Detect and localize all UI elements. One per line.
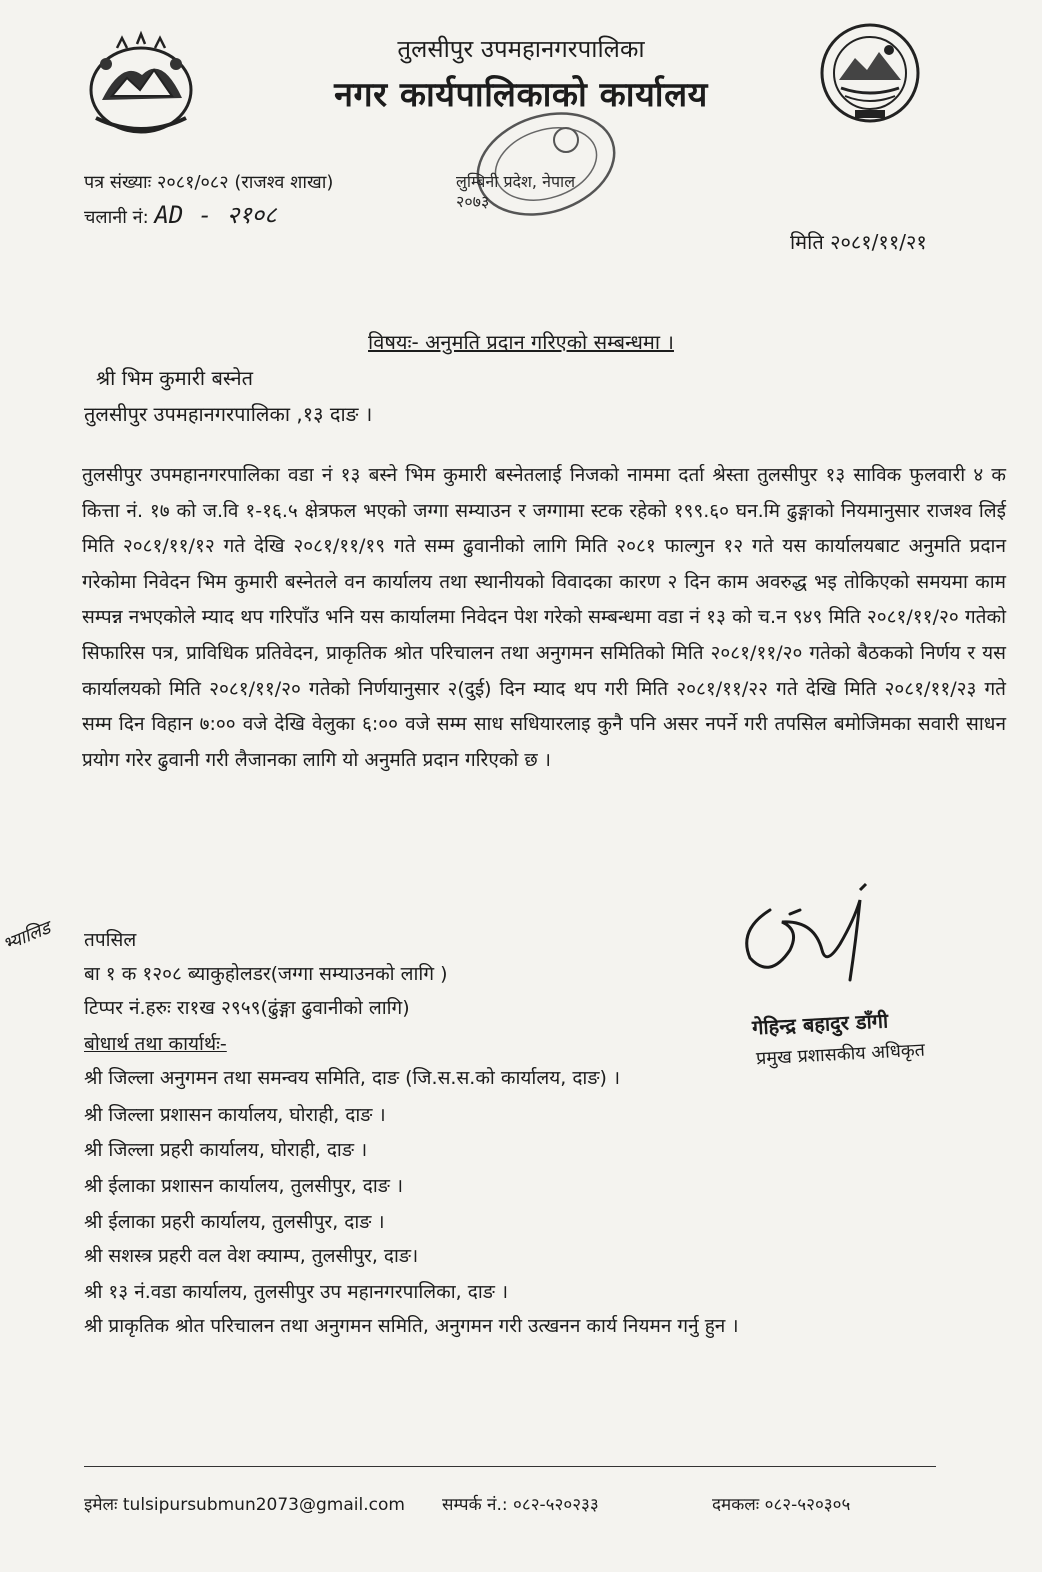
cc-item: श्री ईलाका प्रहरी कार्यालय, तुलसीपुर, दाङ । bbox=[84, 1211, 385, 1233]
footer-divider bbox=[84, 1466, 936, 1467]
footer-email bbox=[84, 1492, 405, 1515]
letter-number: पत्र संख्याः २०८१/०८२ (राजश्व शाखा) bbox=[84, 172, 334, 193]
cc-item: श्री सशस्त्र प्रहरी वल वेश क्याम्प, तुलसीपुर, दाङ। bbox=[84, 1245, 419, 1267]
tapsil-item: बा १ क १२०८ ब्याकुहोलडर(जग्गा सम्याउनको लागि ) bbox=[84, 963, 448, 985]
subject-line bbox=[0, 328, 1042, 355]
phone-value: ०८२-५२०२३३ bbox=[513, 1495, 599, 1515]
stamp-province: लुम्बिनी प्रदेश, नेपाल bbox=[456, 172, 576, 191]
margin-note: भ्यालिड bbox=[0, 917, 54, 956]
office-title: नगर कार्यपालिकाको कार्यालय bbox=[334, 75, 708, 115]
tapsil-heading: तपसिल bbox=[84, 929, 137, 951]
cc-heading: बोधार्थ तथा कार्यार्थः- bbox=[84, 1033, 227, 1055]
dispatch-value: AD - २१०८ bbox=[154, 201, 277, 229]
fire-value: ०८२-५२०३०५ bbox=[764, 1495, 851, 1515]
letter-body: तुलसीपुर उपमहानगरपालिका वडा नं १३ बस्ने भिम कुमारी बस्नेतलाई निजको नाममा दर्ता श्रेस्ता तुलसीपुर १३ साविक फुलवारी ४ क कित्ता नं. १७ को ज.वि १-१६.५ क्षेत्रफल भएको जग्गा सम्याउन र जग्गामा स्टक रहेको १९९.६० घन.मि ढुङ्गाको नियमानुसार राजश्व लिई मिति २०८१/११/१२ गते देखि २०८१/११/१९ गते सम्म ढुवानीको लागि मिति २०८१ फाल्गुन १२ गते यस कार्यालयबाट अनुमति प्रदान गरेकोमा निवेदन भिम कुमारी बस्नेतले वन कार्यालय तथा स्थानीयको विवादका कारण २ दिन काम अवरुद्ध भइ तोकिएको समयमा काम सम्पन्न नभएकोले म्याद थप गरिपाँउ भनि यस कार्यालमा निवेदन पेश गरेको सम्बन्धमा वडा नं १३ को च.न ९४९ मिति २०८१/११/२० गतेको सिफारिस पत्र, प्राविधिक प्रतिवेदन, प्राकृतिक श्रोत परिचालन तथा अनुगमन समितिको मिति २०८१/११/२० गतेको बैठकको निर्णय र यस कार्यालयको मिति २०८१/११/२० गतेको निर्णयानुसार २(दुई) दिन म्याद थप गरी मिति २०८१/११/२२ गते देखि मिति २०८१/११/२३ गते सम्म दिन विहान ७:०० वजे देखि वेलुका ६:०० वजे सम्म साध सधियारलाइ कुनै पनि असर नपर्ने गरी तपसिल बमोजिमका सवारी साधन प्रयोग गरेर ढुवानी गरी लैजानका लागि यो अनुमति प्रदान गरिएको छ । bbox=[82, 464, 1006, 771]
phone-label: सम्पर्क नं.: bbox=[442, 1495, 508, 1515]
recipient-name: श्री भिम कुमारी बस्नेत bbox=[96, 366, 254, 390]
dispatch-number bbox=[84, 198, 277, 231]
email-label: इमेलः bbox=[84, 1495, 118, 1515]
recipient-address: तुलसीपुर उपमहानगरपालिका ,१३ दाङ । bbox=[84, 402, 373, 426]
cc-item: श्री १३ नं.वडा कार्यालय, तुलसीपुर उप महानगरपालिका, दाङ । bbox=[84, 1281, 509, 1303]
municipality-name: तुलसीपुर उपमहानगरपालिका bbox=[397, 35, 645, 63]
signatory-name: गेहिन्द्र बहादुर डाँगी bbox=[751, 1008, 889, 1040]
subject-text: विषयः- अनुमति प्रदान गरिएको सम्बन्धमा । bbox=[368, 330, 674, 354]
fire-label: दमकलः bbox=[712, 1495, 760, 1515]
cc-item: श्री प्राकृतिक श्रोत परिचालन तथा अनुगमन समिति, अनुगमन गरी उत्खनन कार्य नियमन गर्नु हुन । bbox=[84, 1315, 739, 1337]
office-stamp-text bbox=[456, 172, 575, 212]
footer-phone bbox=[442, 1492, 599, 1515]
dispatch-label: चलानी नं: bbox=[84, 207, 149, 228]
cc-item: श्री जिल्ला प्रशासन कार्यालय, घोराही, दाङ । bbox=[84, 1104, 386, 1126]
letter-date: मिति २०८१/११/२१ bbox=[790, 230, 927, 254]
stamp-year: २०७३ bbox=[456, 192, 490, 211]
signatory-title: प्रमुख प्रशासकीय अधिकृत bbox=[755, 1039, 926, 1070]
cc-item: श्री जिल्ला प्रहरी कार्यालय, घोराही, दाङ । bbox=[84, 1139, 368, 1161]
cc-item: श्री जिल्ला अनुगमन तथा समन्वय समिति, दाङ (जि.स.स.को कार्यालय, दाङ) । bbox=[84, 1067, 621, 1089]
email-value: tulsipursubmun2073@gmail.com bbox=[122, 1495, 405, 1515]
footer-fire bbox=[712, 1492, 850, 1515]
tapsil-item: टिप्पर नं.हरुः रा१ख २९५९(ढुंङ्गा ढुवानीको लागि) bbox=[84, 997, 410, 1019]
cc-item: श्री ईलाका प्रशासन कार्यालय, तुलसीपुर, दाङ । bbox=[84, 1175, 404, 1197]
signature-icon bbox=[730, 880, 910, 1000]
